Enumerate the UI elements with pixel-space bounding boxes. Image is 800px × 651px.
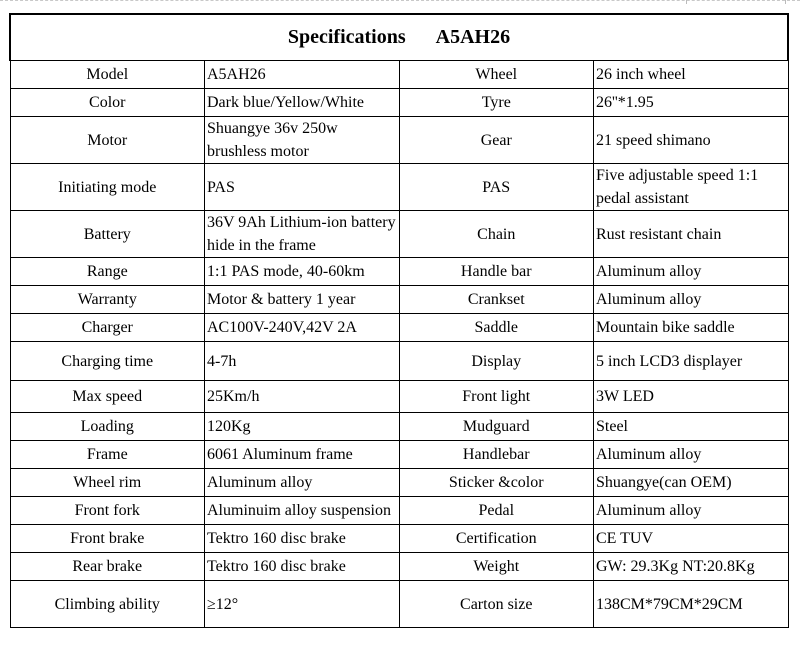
spec-value: CE TUV — [594, 525, 789, 553]
table-row — [10, 286, 788, 314]
spec-value: ≥12° — [205, 581, 400, 628]
spec-label: Charger — [10, 314, 205, 342]
spec-label: Wheel rim — [10, 469, 205, 497]
title-row — [10, 14, 788, 61]
table-row — [10, 211, 788, 258]
spec-label: Certification — [399, 525, 594, 553]
table-row — [10, 164, 788, 211]
spec-label: Warranty — [10, 286, 205, 314]
spec-label: Weight — [399, 553, 594, 581]
spec-label: Front brake — [10, 525, 205, 553]
table-row — [10, 525, 788, 553]
spec-value: 5 inch LCD3 displayer — [594, 342, 789, 381]
spec-label: Charging time — [10, 342, 205, 381]
spec-label: Front light — [399, 381, 594, 413]
spec-value: Shuangye(can OEM) — [594, 469, 789, 497]
spec-value: Aluminum alloy — [594, 441, 789, 469]
spec-label: Carton size — [399, 581, 594, 628]
spec-value: Aluminum alloy — [594, 258, 789, 286]
table-row — [10, 469, 788, 497]
spec-value: 36V 9Ah Lithium-ion battery hide in the frame — [205, 211, 400, 258]
spec-value: 3W LED — [594, 381, 789, 413]
spec-label: Motor — [10, 117, 205, 164]
spec-label: Chain — [399, 211, 594, 258]
spec-value: 4-7h — [205, 342, 400, 381]
table-row — [10, 441, 788, 469]
spec-value: Tektro 160 disc brake — [205, 525, 400, 553]
spec-value: Dark blue/Yellow/White — [205, 89, 400, 117]
spec-label: Handlebar — [399, 441, 594, 469]
spec-value: PAS — [205, 164, 400, 211]
spec-value: Aluminuim alloy suspension — [205, 497, 400, 525]
spec-value: 138CM*79CM*29CM — [594, 581, 789, 628]
spec-value: 26''*1.95 — [594, 89, 789, 117]
spec-label: Color — [10, 89, 205, 117]
spec-value: Steel — [594, 413, 789, 441]
spec-value: 26 inch wheel — [594, 61, 789, 89]
spec-label: Loading — [10, 413, 205, 441]
spec-value: Rust resistant chain — [594, 211, 789, 258]
spec-label: Initiating mode — [10, 164, 205, 211]
spec-label: Mudguard — [399, 413, 594, 441]
spec-label: Climbing ability — [10, 581, 205, 628]
spec-label: Frame — [10, 441, 205, 469]
title-label: Specifications — [287, 26, 406, 48]
spec-value: Motor & battery 1 year — [205, 286, 400, 314]
title-model: A5AH26 — [435, 26, 511, 48]
table-row — [10, 413, 788, 441]
spec-label: Handle bar — [399, 258, 594, 286]
corner-mark-right — [785, 0, 794, 4]
spec-value: 120Kg — [205, 413, 400, 441]
spec-value: 21 speed shimano — [594, 117, 789, 164]
spec-value: Aluminum alloy — [594, 497, 789, 525]
spec-value: 1:1 PAS mode, 40-60km — [205, 258, 400, 286]
spec-value: Tektro 160 disc brake — [205, 553, 400, 581]
table-row — [10, 61, 788, 89]
spec-value: AC100V-240V,42V 2A — [205, 314, 400, 342]
table-row — [10, 117, 788, 164]
spec-value: Aluminum alloy — [594, 286, 789, 314]
spec-label: Display — [399, 342, 594, 381]
table-row — [10, 581, 788, 628]
spec-value: Aluminum alloy — [205, 469, 400, 497]
spec-value: 6061 Aluminum frame — [205, 441, 400, 469]
table-row — [10, 381, 788, 413]
spec-label: Saddle — [399, 314, 594, 342]
spec-label: PAS — [399, 164, 594, 211]
spec-label: Sticker &color — [399, 469, 594, 497]
page-top-border — [0, 0, 800, 5]
spec-value: Shuangye 36v 250w brushless motor — [205, 117, 400, 164]
table-row — [10, 258, 788, 286]
spec-value: 25Km/h — [205, 381, 400, 413]
table-row — [10, 89, 788, 117]
spec-label: Battery — [10, 211, 205, 258]
spec-label: Model — [10, 61, 205, 89]
table-row — [10, 342, 788, 381]
table-row — [10, 314, 788, 342]
spec-label: Max speed — [10, 381, 205, 413]
spec-label: Front fork — [10, 497, 205, 525]
spec-label: Range — [10, 258, 205, 286]
spec-label: Tyre — [399, 89, 594, 117]
spec-table — [9, 13, 789, 628]
spec-label: Wheel — [399, 61, 594, 89]
spec-label: Crankset — [399, 286, 594, 314]
spec-label: Rear brake — [10, 553, 205, 581]
spec-value: Five adjustable speed 1:1 pedal assistant — [594, 164, 789, 211]
spec-value: Mountain bike saddle — [594, 314, 789, 342]
spec-label: Pedal — [399, 497, 594, 525]
spec-value: GW: 29.3Kg NT:20.8Kg — [594, 553, 789, 581]
table-row — [10, 553, 788, 581]
spec-value: A5AH26 — [205, 61, 400, 89]
spec-title — [10, 14, 788, 61]
table-row — [10, 497, 788, 525]
spec-label: Gear — [399, 117, 594, 164]
corner-mark-left — [686, 0, 695, 4]
